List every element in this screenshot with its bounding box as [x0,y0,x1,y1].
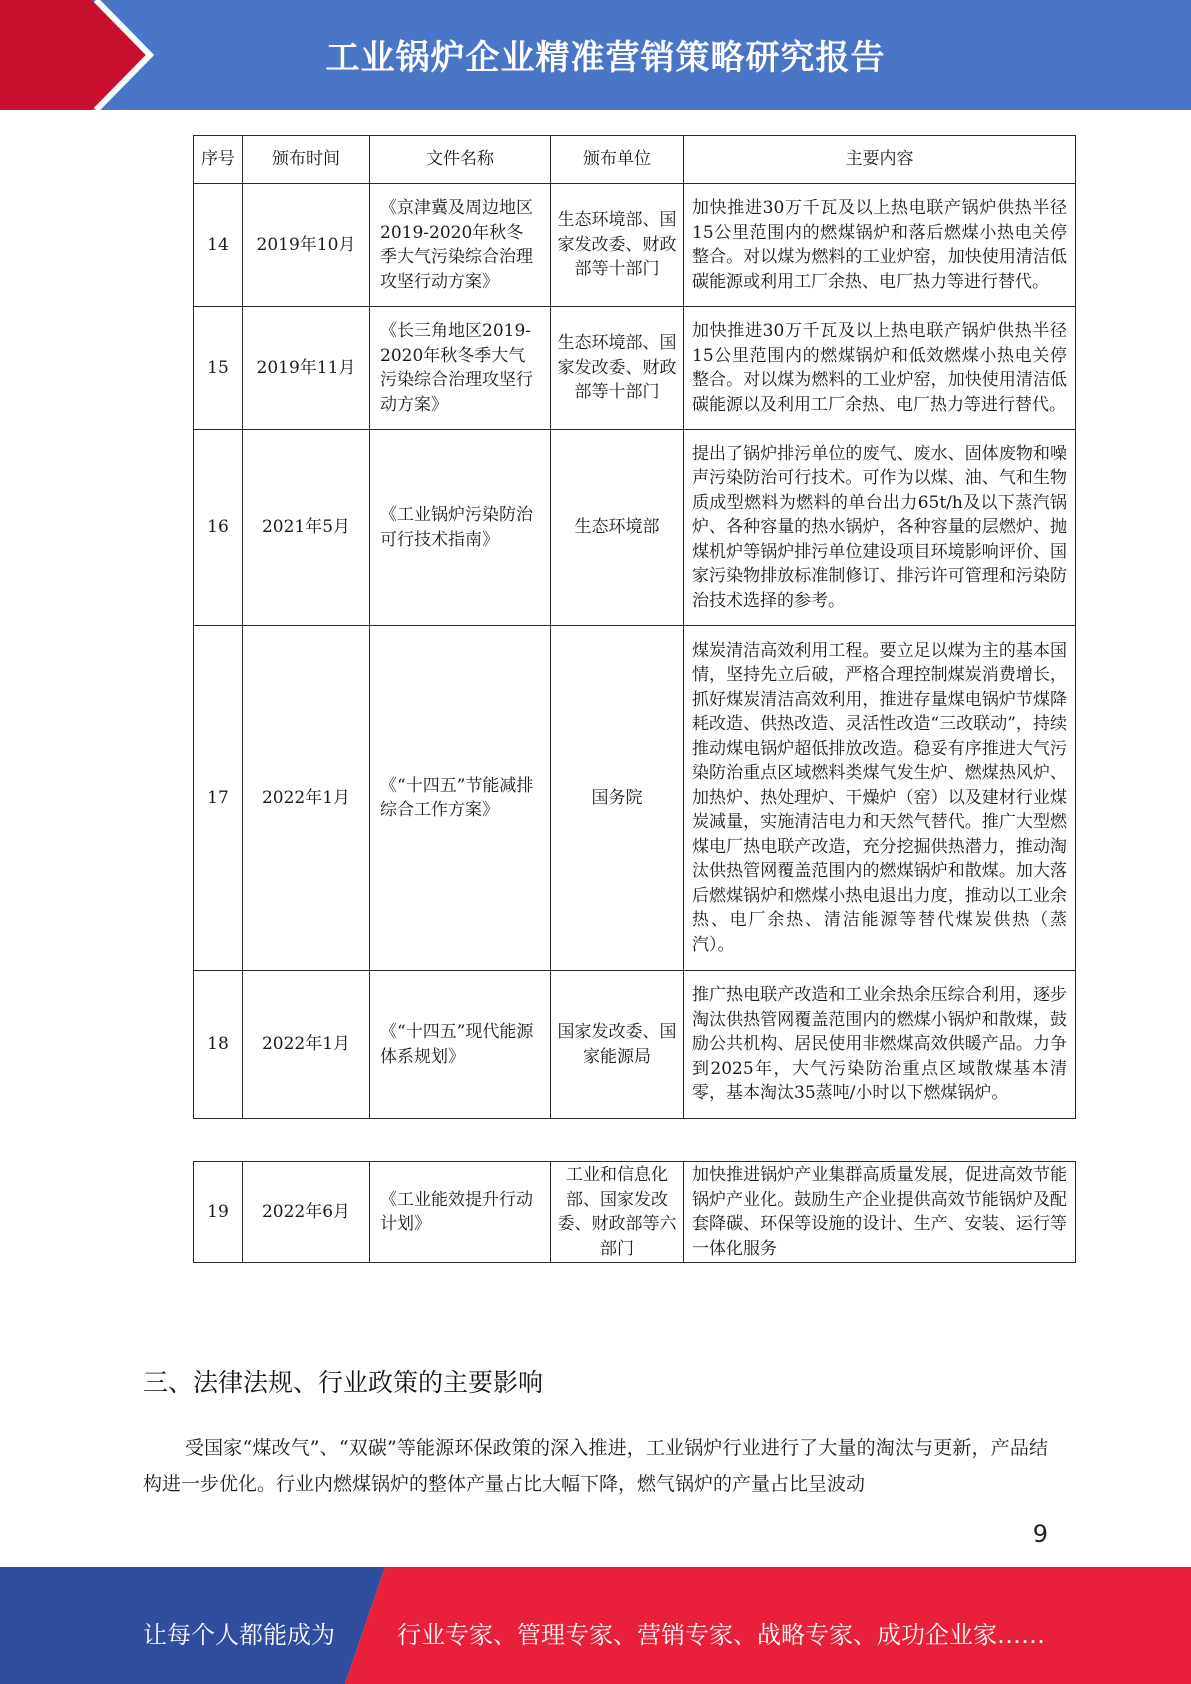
cell-date: 2019年10月 [243,184,370,307]
cell-date: 2022年1月 [243,971,370,1119]
cell-date: 2021年5月 [243,430,370,626]
table-row [194,1162,1076,1263]
cell-department: 生态环境部、国家发改委、财政部等十部门 [551,184,684,307]
cell-content: 提出了锅炉排污单位的废气、废水、固体废物和噪声污染防治可行技术。可作为以煤、油、气和生物质成型燃料为燃料的单台出力65t/h及以下蒸汽锅炉、各种容量的热水锅炉，各种容量的层燃炉、抛煤机炉等锅炉排污单位建设项目环境影响评价、国家污染物排放标准制修订、排污许可管理和污染防治技术选择的参考。 [684,430,1076,626]
cell-department: 工业和信息化部、国家发改委、财政部等六部门 [551,1162,684,1263]
cell-department: 国家发改委、国家能源局 [551,971,684,1119]
cell-no: 14 [194,184,243,307]
section-title: 三、法律法规、行业政策的主要影响 [143,1368,544,1397]
cell-document: 《“十四五”现代能源体系规划》 [370,971,551,1119]
cell-content: 加快推进锅炉产业集群高质量发展，促进高效节能锅炉产业化。鼓励生产企业提供高效节能锅炉及配套降碳、环保等设施的设计、生产、安装、运行等一体化服务 [684,1162,1076,1263]
table-row [194,184,1076,307]
header-department: 颁布单位 [551,136,684,184]
page-footer [0,1567,1191,1684]
cell-department: 生态环境部 [551,430,684,626]
footer-slogan-left: 让每个人都能成为 [143,1621,335,1649]
cell-document: 《“十四五”节能减排综合工作方案》 [370,626,551,971]
header-document: 文件名称 [370,136,551,184]
cell-document: 《长三角地区2019-2020年秋冬季大气污染综合治理攻坚行动方案》 [370,307,551,430]
cell-department: 生态环境部、国家发改委、财政部等十部门 [551,307,684,430]
cell-content: 加快推进30万千瓦及以上热电联产锅炉供热半径15公里范围内的燃煤锅炉和低效燃煤小热电关停整合。对以煤为燃料的工业炉窑，加快使用清洁低碳能源以及利用工厂余热、电厂热力等进行替代。 [684,307,1076,430]
cell-no: 16 [194,430,243,626]
table-row [194,430,1076,626]
header-content: 主要内容 [684,136,1076,184]
cell-content: 推广热电联产改造和工业余热余压综合利用，逐步淘汰供热管网覆盖范围内的燃煤小锅炉和散煤，鼓励公共机构、居民使用非燃煤高效供暖产品。力争到2025年，大气污染防治重点区域散煤基本清零，基本淘汰35蒸吨/小时以下燃煤锅炉。 [684,971,1076,1119]
cell-department: 国务院 [551,626,684,971]
cell-document: 《工业锅炉污染防治可行技术指南》 [370,430,551,626]
header-no: 序号 [194,136,243,184]
cell-document: 《京津冀及周边地区2019-2020年秋冬季大气污染综合治理攻坚行动方案》 [370,184,551,307]
table-row [194,971,1076,1119]
cell-no: 18 [194,971,243,1119]
body-paragraph: 受国家“煤改气”、“双碳”等能源环保政策的深入推进，工业锅炉行业进行了大量的淘汰与更新，产品结构进一步优化。行业内燃煤锅炉的整体产量占比大幅下降，燃气锅炉的产量占比呈波动 [143,1437,1048,1495]
policy-table-continued [193,1161,1076,1263]
page-header [0,0,1191,110]
cell-date: 2022年6月 [243,1162,370,1263]
table-row [194,626,1076,971]
cell-document: 《工业能效提升行动计划》 [370,1162,551,1263]
page-number: 9 [1032,1520,1048,1548]
cell-no: 19 [194,1162,243,1263]
footer-slogan-right: 行业专家、管理专家、营销专家、战略专家、成功企业家…… [397,1621,1045,1649]
cell-no: 15 [194,307,243,430]
cell-no: 17 [194,626,243,971]
table-header-row [194,136,1076,184]
cell-content: 煤炭清洁高效利用工程。要立足以煤为主的基本国情，坚持先立后破，严格合理控制煤炭消费增长，抓好煤炭清洁高效利用，推进存量煤电锅炉节煤降耗改造、供热改造、灵活性改造“三改联动”，持续推动煤电锅炉超低排放改造。稳妥有序推进大气污染防治重点区域燃料类煤气发生炉、燃煤热风炉、加热炉、热处理炉、干燥炉（窑）以及建材行业煤炭减量，实施清洁电力和天然气替代。推广大型燃煤电厂热电联产改造，充分挖掘供热潜力，推动淘汰供热管网覆盖范围内的燃煤锅炉和散煤。加大落后燃煤锅炉和燃煤小热电退出力度，推动以工业余热、电厂余热、清洁能源等替代煤炭供热（蒸汽）。 [684,626,1076,971]
cell-date: 2022年1月 [243,626,370,971]
cell-content: 加快推进30万千瓦及以上热电联产锅炉供热半径15公里范围内的燃煤锅炉和落后燃煤小热电关停整合。对以煤为燃料的工业炉窑，加快使用清洁低碳能源或利用工厂余热、电厂热力等进行替代。 [684,184,1076,307]
header-title: 工业锅炉企业精准营销策略研究报告 [325,38,886,78]
policy-table [193,135,1076,1119]
cell-date: 2019年11月 [243,307,370,430]
table-row [194,307,1076,430]
header-date: 颁布时间 [243,136,370,184]
